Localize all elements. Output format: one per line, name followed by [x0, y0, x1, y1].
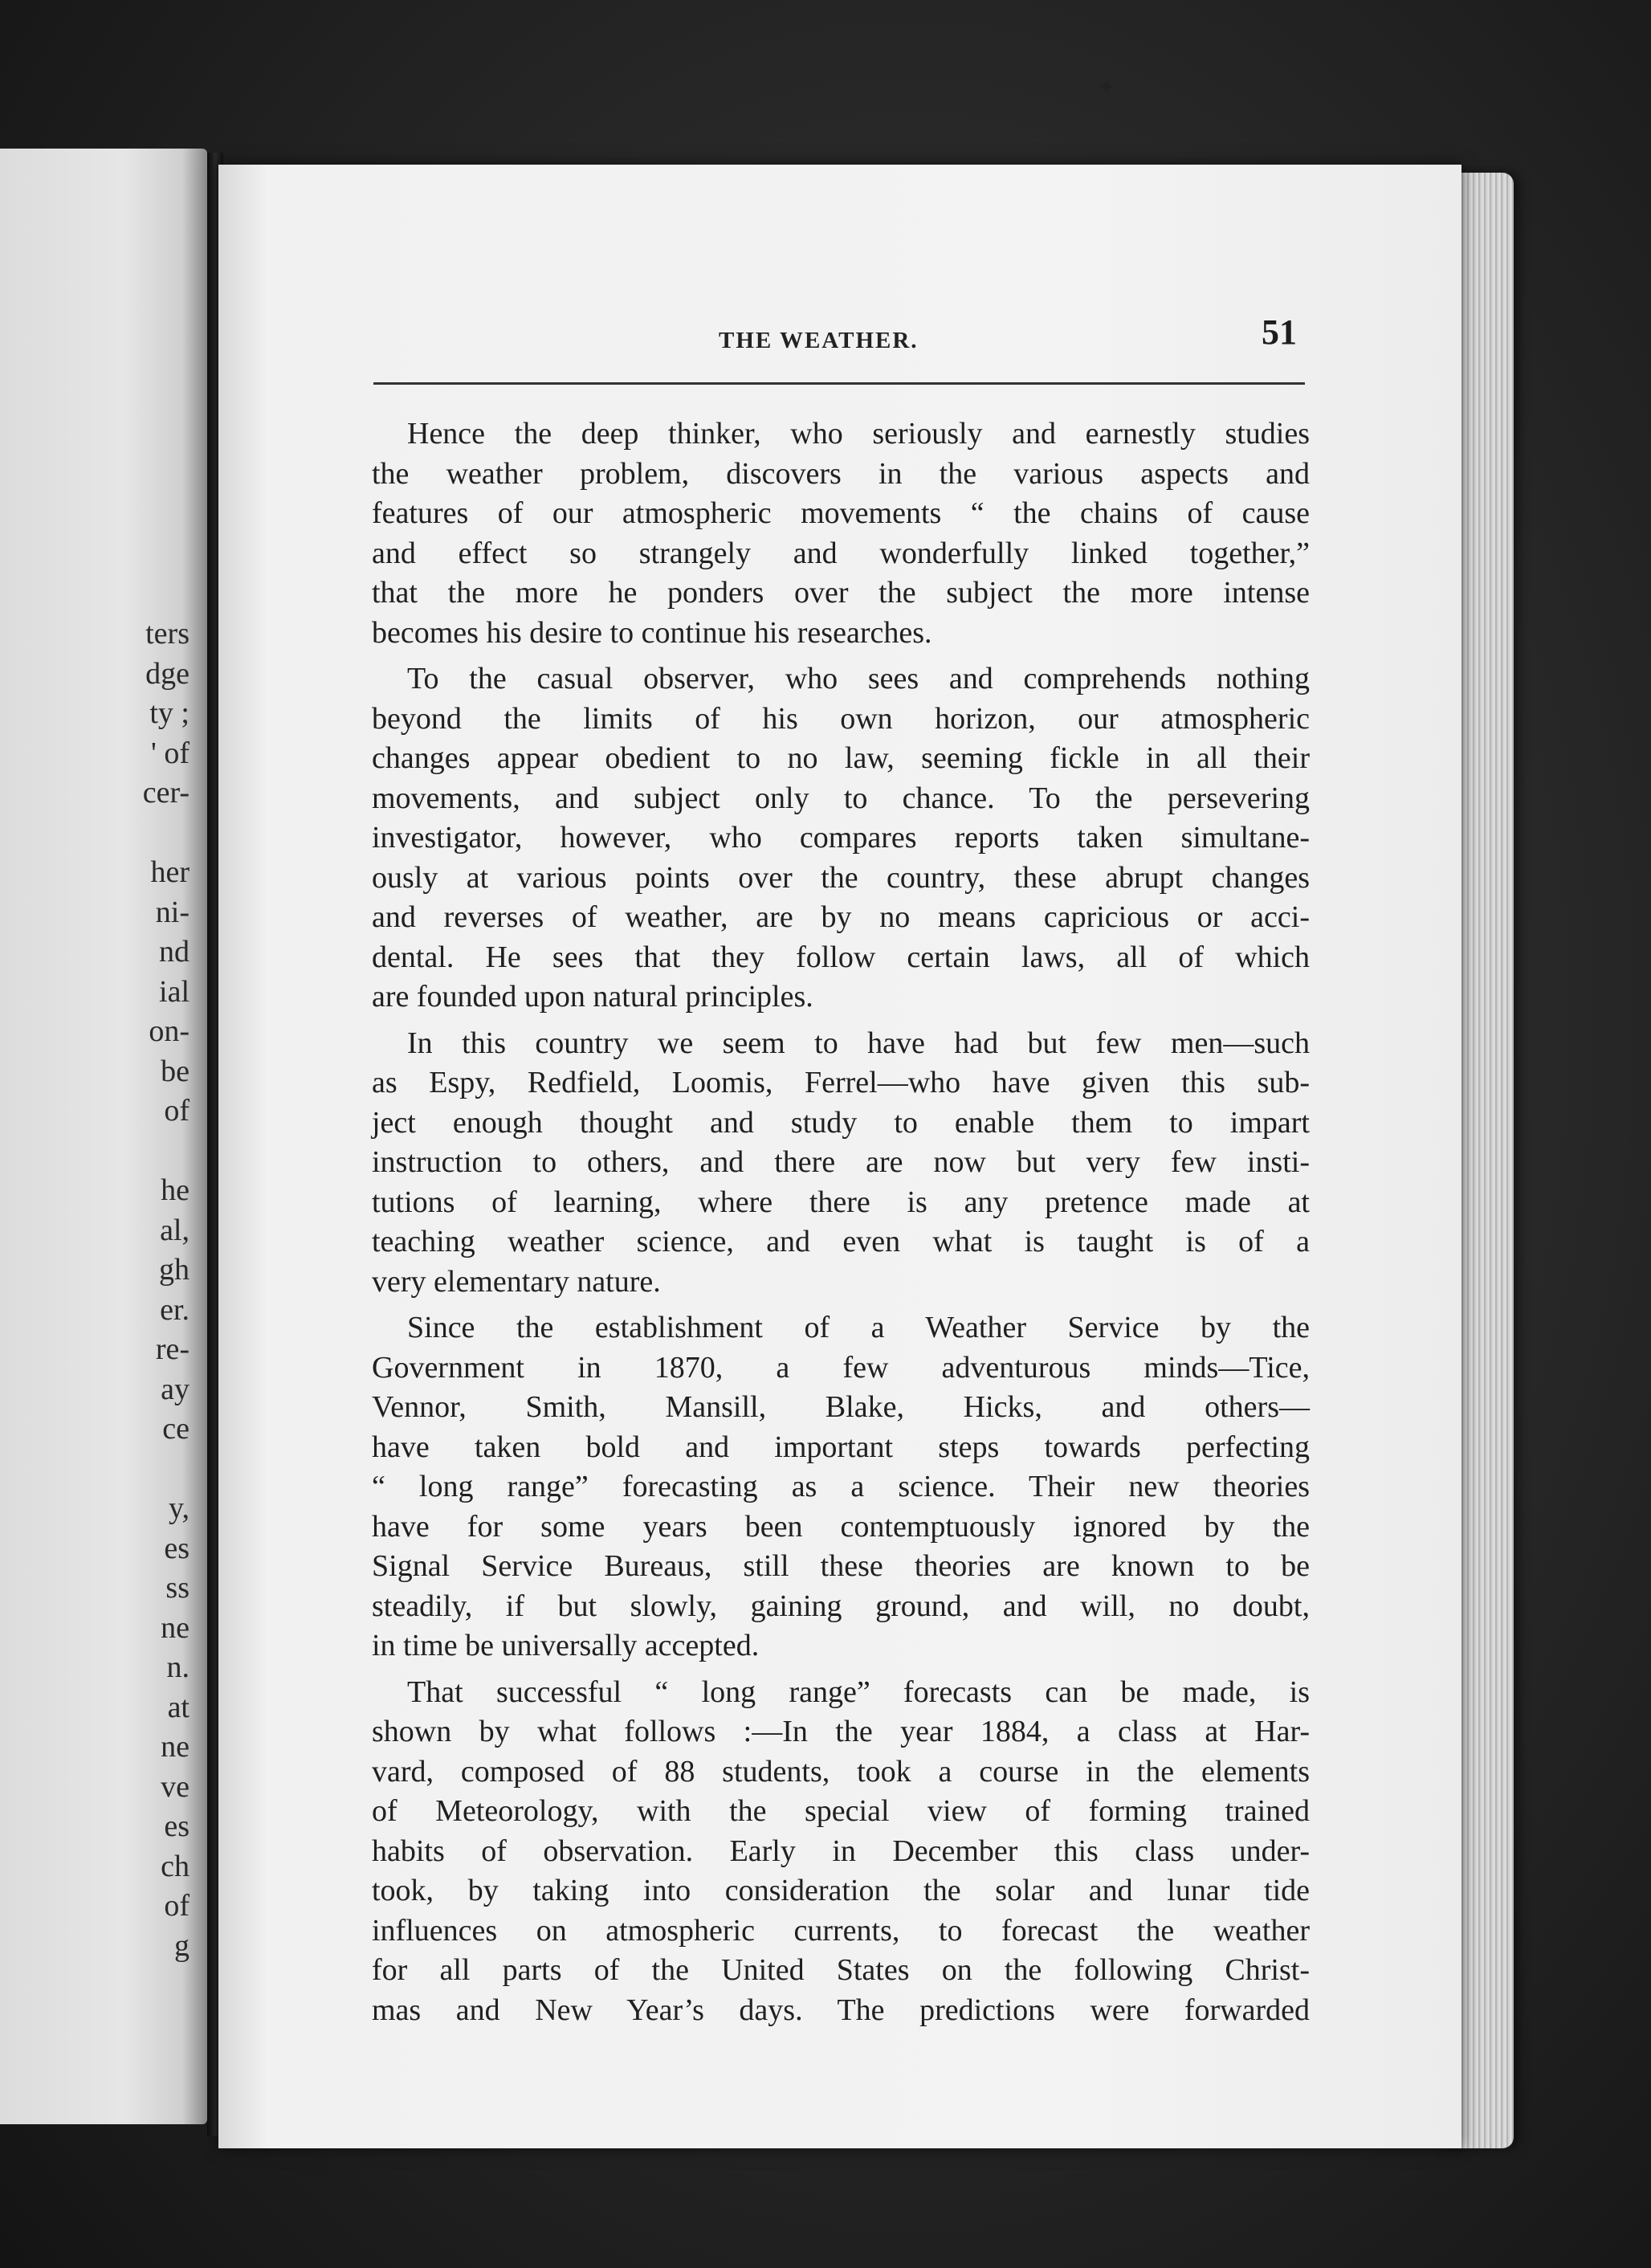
text-line: vard, composed of 88 students, took a course in the elements	[372, 1754, 1310, 1789]
left-page-fragment: on-	[149, 1014, 190, 1048]
text-line: instruction to others, and there are now but very few insti-	[372, 1145, 1310, 1179]
text-line: features of our atmospheric movements “ the chains of cause	[372, 496, 1310, 530]
text-line: To the casual observer, who sees and comprehends nothing	[407, 662, 1310, 695]
scan-speck: ✦	[1096, 75, 1117, 101]
text-line: changes appear obedient to no law, seeming fickle in all their	[372, 741, 1310, 775]
left-page-fragment: ters	[145, 617, 190, 651]
left-page-fragment: ce	[162, 1412, 190, 1446]
text-line: shown by what follows :—In the year 1884, a class at Har-	[372, 1715, 1310, 1748]
left-page-fragment: be	[161, 1054, 190, 1088]
text-line: ously at various points over the country, these abrupt changes	[372, 860, 1310, 895]
text-line: and effect so strangely and wonderfully linked together,”	[372, 536, 1310, 570]
left-page-fragment: ne	[161, 1730, 190, 1764]
left-page-fragment: es	[164, 1531, 190, 1565]
paragraph	[372, 414, 1310, 653]
text-line: in time be universally accepted.	[372, 1629, 760, 1662]
running-head: THE WEATHER.	[719, 328, 919, 353]
text-line: very elementary nature.	[372, 1264, 661, 1299]
text-line: ject enough thought and study to enable them to impart	[372, 1105, 1310, 1140]
text-line: influences on atmospheric currents, to forecast the weather	[372, 1913, 1310, 1948]
left-page-fragment: ne	[161, 1610, 190, 1645]
left-page-fragment: he	[161, 1173, 190, 1207]
text-line: becomes his desire to continue his researches.	[372, 615, 932, 650]
left-page-fragment: ay	[161, 1372, 190, 1406]
text-line: movements, and subject only to chance. To the persevering	[372, 781, 1310, 815]
left-page-fragment: nd	[159, 935, 190, 969]
left-page-fragment: ty ;	[149, 696, 190, 730]
left-page-fragment: of	[164, 1094, 190, 1128]
text-line: Signal Service Bureaus, still these theories are known to be	[372, 1549, 1310, 1583]
text-line: have for some years been contemptuously ignored by the	[372, 1509, 1310, 1544]
text-line: investigator, however, who compares reports taken simultane-	[372, 821, 1310, 855]
left-page-fragment: re-	[155, 1332, 190, 1366]
text-line: “ long range” forecasting as a science. Their new theories	[372, 1470, 1310, 1503]
left-page-fragment: er.	[160, 1292, 190, 1327]
body-text	[372, 414, 1310, 2030]
left-page-fragment: at	[167, 1690, 190, 1724]
left-facing-page	[0, 149, 207, 2124]
left-page-fragment: ' of	[150, 736, 190, 770]
text-line: Since the establishment of a Weather Service by the	[407, 1311, 1310, 1344]
left-page-fragment: ial	[159, 974, 190, 1009]
text-line: steadily, if but slowly, gaining ground, and will, no doubt,	[372, 1589, 1310, 1623]
text-line: teaching weather science, and even what is taught is of a	[372, 1225, 1310, 1258]
left-page-fragment: y,	[168, 1491, 190, 1525]
text-line: of Meteorology, with the special view of forming trained	[372, 1794, 1310, 1828]
left-page-fragment: of	[164, 1889, 190, 1923]
text-line: tutions of learning, where there is any pretence made at	[372, 1185, 1310, 1219]
left-page-fragment: dge	[145, 656, 190, 691]
left-page-fragment: ni-	[155, 895, 190, 929]
paragraph	[372, 1673, 1310, 2031]
text-line: that the more he ponders over the subject the more intense	[372, 576, 1310, 610]
text-line: and reverses of weather, are by no means capricious or acci-	[372, 900, 1310, 934]
left-page-fragment: ch	[161, 1849, 190, 1883]
text-line: are founded upon natural principles.	[372, 980, 813, 1014]
left-page-fragment: ve	[161, 1769, 190, 1804]
text-line: Government in 1870, a few adventurous minds—Tice,	[372, 1350, 1310, 1385]
text-line: Hence the deep thinker, who seriously and earnestly studies	[407, 417, 1310, 451]
text-line: dental. He sees that they follow certain laws, all of which	[372, 940, 1310, 974]
text-line: have taken bold and important steps towards perfecting	[372, 1430, 1310, 1464]
paragraph-gap	[372, 1302, 1310, 1308]
text-line: Vennor, Smith, Mansill, Blake, Hicks, and others—	[372, 1390, 1310, 1424]
text-line: as Espy, Redfield, Loomis, Ferrel—who have given this sub-	[372, 1066, 1310, 1099]
text-line: beyond the limits of his own horizon, our atmospheric	[372, 701, 1310, 736]
text-line: habits of observation. Early in December this class under-	[372, 1834, 1310, 1868]
left-page-fragment: gh	[159, 1253, 190, 1287]
page-header	[373, 305, 1305, 385]
paragraph-gap	[372, 1018, 1310, 1024]
paragraph	[372, 1308, 1310, 1666]
page-number: 51	[1262, 312, 1297, 352]
text-line: That successful “ long range” forecasts can be made, is	[407, 1674, 1310, 1709]
left-page-fragment: her	[150, 855, 190, 889]
left-page-fragment: es	[164, 1809, 190, 1843]
left-page-fragment: n.	[166, 1650, 190, 1684]
paragraph-gap	[372, 653, 1310, 659]
left-page-fragment: ss	[165, 1571, 190, 1605]
left-page-fragment: al,	[160, 1213, 190, 1247]
text-line: mas and New Year’s days. The predictions were forwarded	[372, 1993, 1310, 2027]
text-line: the weather problem, discovers in the various aspects and	[372, 456, 1310, 491]
paragraph	[372, 659, 1310, 1018]
text-line: took, by taking into consideration the solar and lunar tide	[372, 1874, 1310, 1907]
left-page-fragment: g	[174, 1928, 190, 1963]
left-page-fragment: cer-	[142, 776, 190, 810]
text-line: for all parts of the United States on the following Christ-	[372, 1953, 1310, 1987]
text-line: In this country we seem to have had but few men—such	[407, 1026, 1310, 1060]
paragraph-gap	[372, 1666, 1310, 1673]
paragraph	[372, 1024, 1310, 1303]
